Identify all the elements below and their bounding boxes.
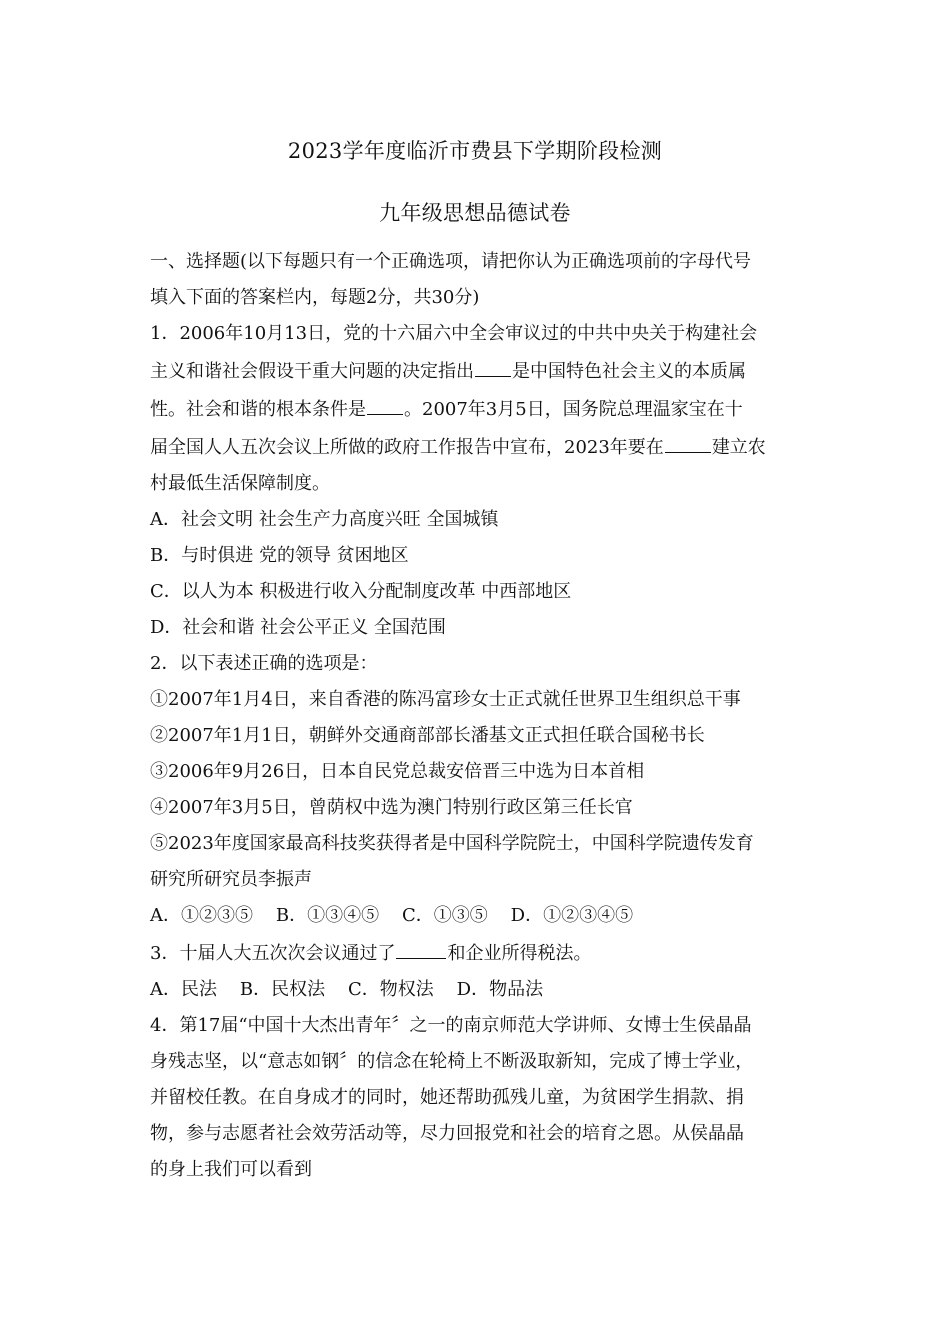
answer-blank <box>475 352 511 377</box>
q4-stem-line: 的身上我们可以看到 <box>150 1159 312 1180</box>
q3-options: A．民法 B．民权法 C．物权法 D．物品法 <box>150 979 544 1000</box>
q2-item: 研究所研究员李振声 <box>150 869 312 890</box>
q4-stem-line: 4．第17届“中国十大杰出青年〞之一的南京师范大学讲师、女博士生侯晶晶 <box>150 1015 752 1036</box>
exam-body <box>150 244 810 1188</box>
q4-stem-line: 身残志坚，以“意志如钢〞的信念在轮椅上不断汲取新知，完成了博士学业， <box>150 1051 754 1072</box>
q2-item: ⑤2023年度国家最高科技奖获得者是中国科学院院士，中国科学院遗传发育 <box>150 833 754 854</box>
q1-option: D．社会和谐 社会公平正义 全国范围 <box>150 617 446 638</box>
q4-stem-line: 物，参与志愿者社会效劳活动等，尽力回报党和社会的培育之恩。从侯晶晶 <box>150 1123 744 1144</box>
q2-item: ④2007年3月5日，曾荫权中选为澳门特别行政区第三任长官 <box>150 797 633 818</box>
q2-stem: 2．以下表述正确的选项是： <box>150 653 378 674</box>
q1-stem-line: 主义和谐社会假设干重大问题的决定指出 是中国特色社会主义的本质属 <box>150 352 810 390</box>
q1-stem-line: 1．2006年10月13日，党的十六届六中全会审议过的中共中央关于构建社会 <box>150 323 758 344</box>
q1-option: C．以人为本 积极进行收入分配制度改革 中西部地区 <box>150 581 572 602</box>
q2-item: ②2007年1月1日，朝鲜外交通商部部长潘基文正式担任联合国秘书长 <box>150 725 705 746</box>
answer-blank <box>367 390 403 415</box>
q1-stem-line: 性。社会和谐的根本条件是 。2007年3月5日，国务院总理温家宝在十 <box>150 390 810 428</box>
q1-option: A．社会文明 社会生产力高度兴旺 全国城镇 <box>150 509 499 530</box>
answer-blank <box>396 934 446 959</box>
q3-stem: 3．十届人大五次次会议通过了 和企业所得税法。 <box>150 934 810 972</box>
exam-title: 2023学年度临沂市费县下学期阶段检测 <box>287 139 663 163</box>
q2-item: ①2007年1月4日，来自香港的陈冯富珍女士正式就任世界卫生组织总干事 <box>150 689 741 710</box>
answer-blank <box>665 428 711 453</box>
q1-stem-line: 村最低生活保障制度。 <box>150 473 330 494</box>
section-intro-line: 一、选择题(以下每题只有一个正确选项，请把你认为正确选项前的字母代号 <box>150 251 752 272</box>
q2-options: A．①②③⑤ B．①③④⑤ C．①③⑤ D．①②③④⑤ <box>150 905 634 926</box>
q2-item: ③2006年9月26日，日本自民党总裁安倍晋三中选为日本首相 <box>150 761 645 782</box>
q1-option: B．与时俱进 党的领导 贫困地区 <box>150 545 409 566</box>
q4-stem-line: 并留校任教。在自身成才的同时，她还帮助孤残儿童，为贫困学生捐款、捐 <box>150 1087 744 1108</box>
exam-subtitle: 九年级思想品德试卷 <box>379 201 571 225</box>
section-intro-line: 填入下面的答案栏内，每题2分，共30分) <box>150 287 480 308</box>
q1-stem-line: 届全国人人五次会议上所做的政府工作报告中宣布，2023年要在 建立农 <box>150 428 810 466</box>
